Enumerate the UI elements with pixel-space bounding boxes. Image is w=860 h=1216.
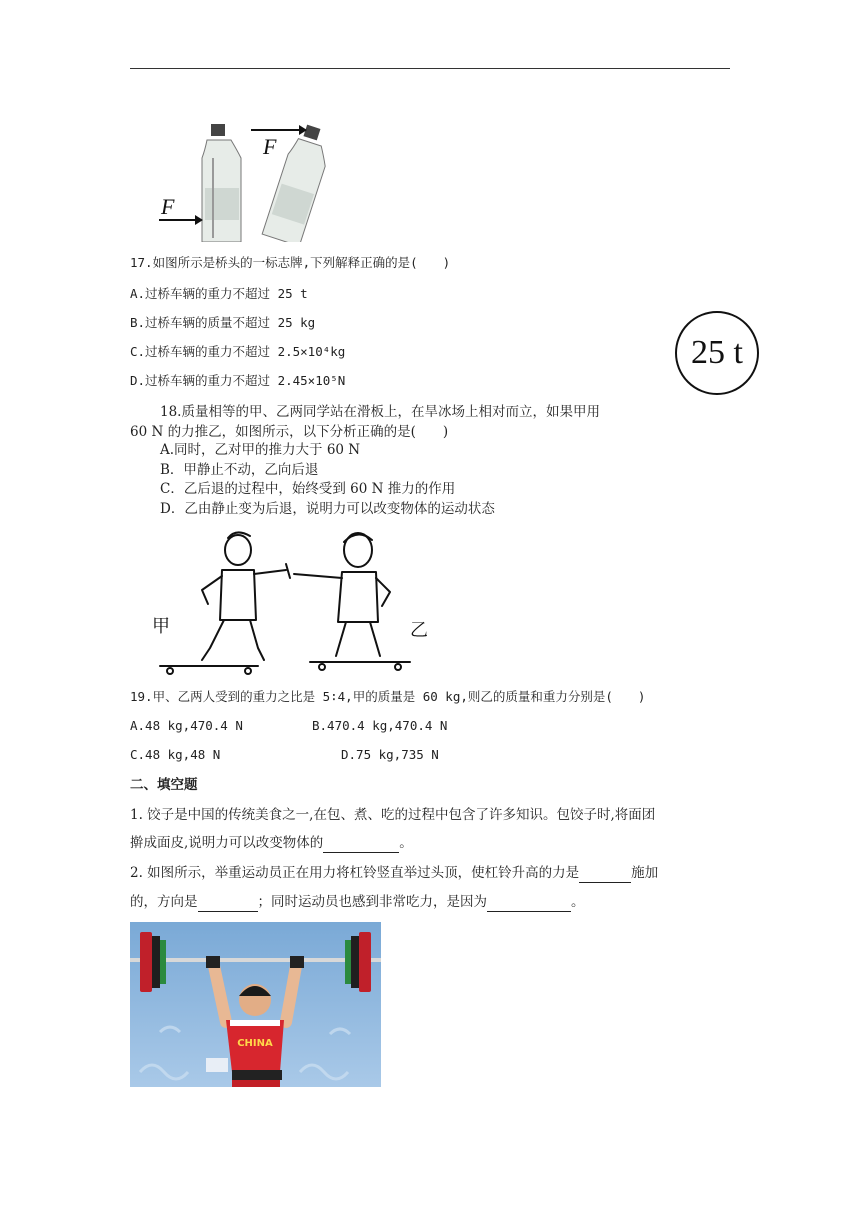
label-jia: 甲 xyxy=(152,616,170,637)
header-rule xyxy=(130,68,730,69)
weight-limit-sign: 25 t xyxy=(675,311,759,395)
q18-option-c: C．乙后退的过程中，始终受到 60 N 推力的作用 xyxy=(160,481,456,497)
q17-option-d: D.过桥车辆的重力不超过 2.45×10⁵N xyxy=(130,373,346,388)
section-title: 二、填空题 xyxy=(130,777,198,793)
fill1-line1: 1. 饺子是中国的传统美食之一,在包、煮、吃的过程中包含了许多知识。包饺子时,将面团 xyxy=(130,807,656,823)
fill2-blank-1[interactable] xyxy=(579,864,631,883)
q17-option-c: C.过桥车辆的重力不超过 2.5×10⁴kg xyxy=(130,344,346,359)
hands-contact xyxy=(286,564,290,578)
q19-option-a: A.48 kg,470.4 N xyxy=(130,718,243,733)
jersey-text: CHINA xyxy=(237,1038,273,1049)
fill2-blank-3[interactable] xyxy=(487,893,571,912)
q19-option-c: C.48 kg,48 N xyxy=(130,747,221,762)
q17-option-b: B.过桥车辆的质量不超过 25 kg xyxy=(130,315,316,330)
fill1-line2: 擀成面皮,说明力可以改变物体的 。 xyxy=(130,835,413,851)
fill1-blank[interactable] xyxy=(323,834,399,853)
q18-option-b: B．甲静止不动，乙向后退 xyxy=(160,462,319,478)
skaters-figure xyxy=(146,528,436,676)
q17-option-a: A.过桥车辆的重力不超过 25 t xyxy=(130,286,308,301)
q18-option-d: D．乙由静止变为后退，说明力可以改变物体的运动状态 xyxy=(160,501,495,517)
fill2-line1: 2. 如图所示，举重运动员正在用力将杠铃竖直举过头顶，使杠铃升高的力是 施加 xyxy=(130,865,659,881)
force-arrow-top xyxy=(251,125,307,135)
label-yi: 乙 xyxy=(410,620,428,641)
bottle-left xyxy=(202,124,241,242)
q19-option-b: B.470.4 kg,470.4 N xyxy=(312,718,448,733)
barbell-plates-right xyxy=(345,932,371,992)
q18-stem-line1: 18.质量相等的甲、乙两同学站在滑板上，在旱冰场上相对而立，如果甲用 xyxy=(160,404,600,420)
force-label-bottom: F xyxy=(161,194,175,219)
person-jia xyxy=(160,532,286,674)
q18-stem-line2: 60 N 的力推乙，如图所示，以下分析正确的是( ) xyxy=(130,424,449,440)
q18-option-a: A.同时，乙对甲的推力大于 60 N xyxy=(160,442,361,458)
weightlifter-photo xyxy=(130,922,381,1087)
q19-option-d: D.75 kg,735 N xyxy=(341,747,439,762)
force-label-top: F xyxy=(263,134,277,159)
q19-stem: 19.甲、乙两人受到的重力之比是 5∶4,甲的质量是 60 kg,则乙的质量和重力分别是( ) xyxy=(130,689,646,704)
person-yi xyxy=(294,533,410,670)
barbell-plates-left xyxy=(140,932,166,992)
fill2-blank-2[interactable] xyxy=(198,893,258,912)
q17-stem: 17.如图所示是桥头的一标志牌,下列解释正确的是( ) xyxy=(130,255,451,270)
fill2-line2: 的，方向是 ；同时运动员也感到非常吃力，是因为 。 xyxy=(130,894,585,910)
bottles-figure xyxy=(155,118,330,242)
